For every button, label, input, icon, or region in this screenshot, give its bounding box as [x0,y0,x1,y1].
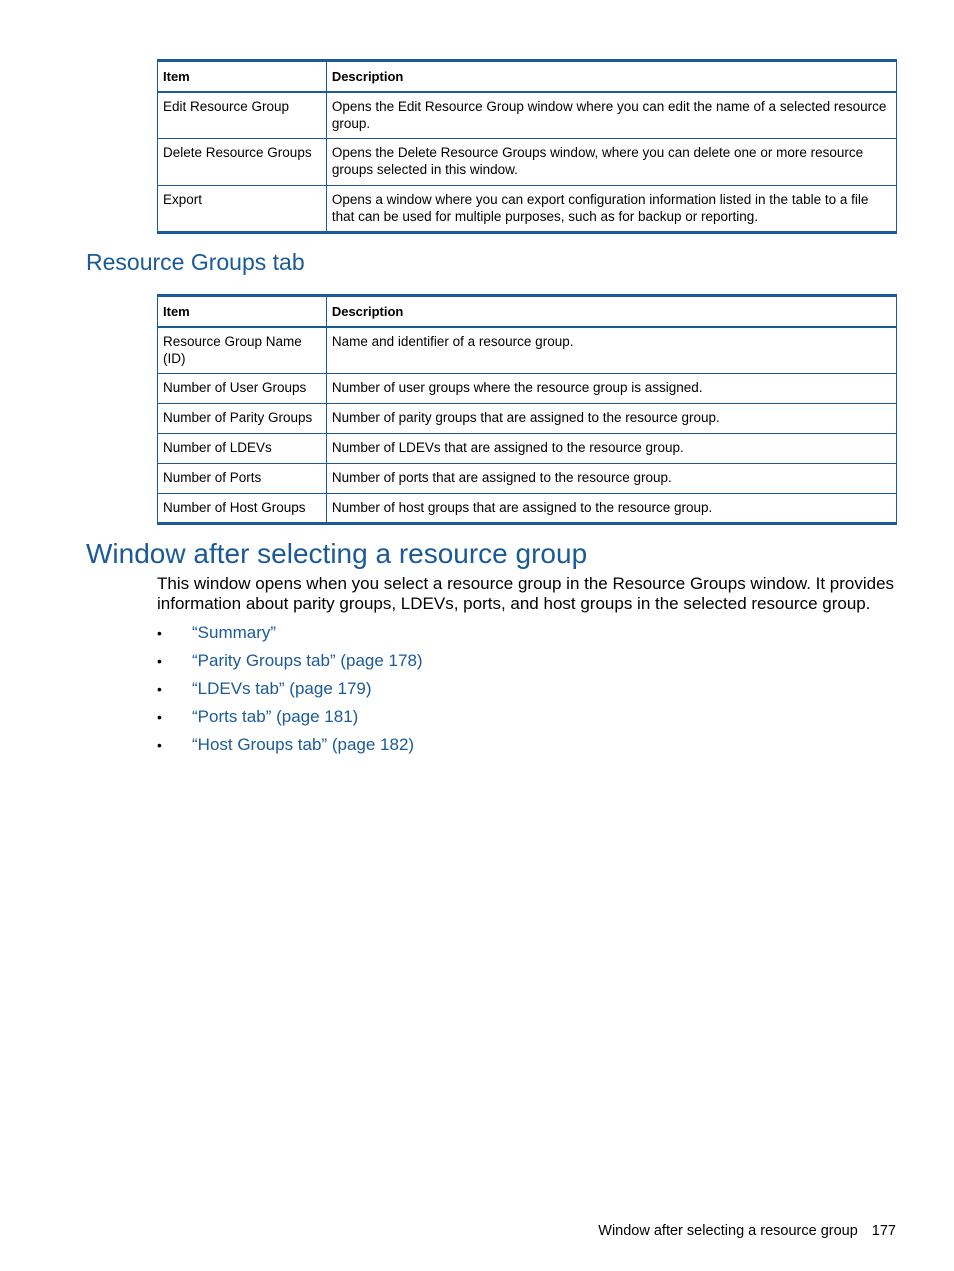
item-cell: Edit Resource Group [158,92,327,139]
description-cell: Number of parity groups that are assigned to the resource group. [326,404,896,434]
bullet-icon: • [157,625,162,641]
link-ldevs-tab[interactable]: “LDEVs tab” (page 179) [192,679,372,698]
description-cell: Number of user groups where the resource group is assigned. [326,374,896,404]
link-summary[interactable]: “Summary” [192,623,277,642]
bullet-icon: • [157,709,162,725]
table-row [158,92,897,139]
list-item [157,676,423,704]
list-item [157,620,423,648]
footer-section-title: Window after selecting a resource group [598,1223,858,1239]
link-ports-tab[interactable]: “Ports tab” (page 181) [192,707,359,726]
page-footer [598,1221,896,1241]
table-row [158,327,897,374]
item-cell: Number of LDEVs [158,434,327,464]
resource-groups-table [157,294,897,525]
description-cell: Opens the Delete Resource Groups window, where you can delete one or more resource groups selected in this window. [326,139,896,186]
description-cell: Number of ports that are assigned to the resource group. [326,464,896,494]
item-cell: Number of Parity Groups [158,404,327,434]
bullet-icon: • [157,653,162,669]
description-cell: Opens a window where you can export configuration information listed in the table to a file that can be used for multiple purposes, such as for backup or reporting. [326,186,896,233]
page-number: 177 [871,1223,896,1239]
table-row [158,186,897,233]
description-cell: Number of LDEVs that are assigned to the resource group. [326,434,896,464]
link-host-groups-tab[interactable]: “Host Groups tab” (page 182) [192,735,415,754]
item-cell: Number of User Groups [158,374,327,404]
section-heading-window-after-selecting: Window after selecting a resource group [86,538,588,569]
table-row [158,464,897,494]
table-row [158,494,897,524]
table-header-row [158,61,897,93]
item-cell: Resource Group Name (ID) [158,327,327,374]
bullet-icon: • [157,681,162,697]
column-header-item: Item [158,61,327,93]
list-item [157,648,423,676]
item-cell: Number of Ports [158,464,327,494]
table-header-row [158,296,897,328]
bullet-icon: • [157,737,162,753]
table-row [158,434,897,464]
related-links-list [157,620,423,760]
table-row [158,139,897,186]
column-header-description: Description [326,61,896,93]
list-item [157,704,423,732]
description-cell: Opens the Edit Resource Group window where you can edit the name of a selected resource group. [326,92,896,139]
section-heading-resource-groups-tab: Resource Groups tab [86,249,305,275]
intro-paragraph: This window opens when you select a resource group in the Resource Groups window. It provides information about parity groups, LDEVs, ports, and host groups in the selected resource group. [157,574,895,613]
link-parity-groups-tab[interactable]: “Parity Groups tab” (page 178) [192,651,423,670]
item-cell: Number of Host Groups [158,494,327,524]
description-cell: Number of host groups that are assigned to the resource group. [326,494,896,524]
item-cell: Export [158,186,327,233]
table-row [158,404,897,434]
list-item [157,732,423,760]
actions-table [157,59,897,234]
table-row [158,374,897,404]
description-cell: Name and identifier of a resource group. [326,327,896,374]
item-cell: Delete Resource Groups [158,139,327,186]
column-header-description: Description [326,296,896,328]
column-header-item: Item [158,296,327,328]
